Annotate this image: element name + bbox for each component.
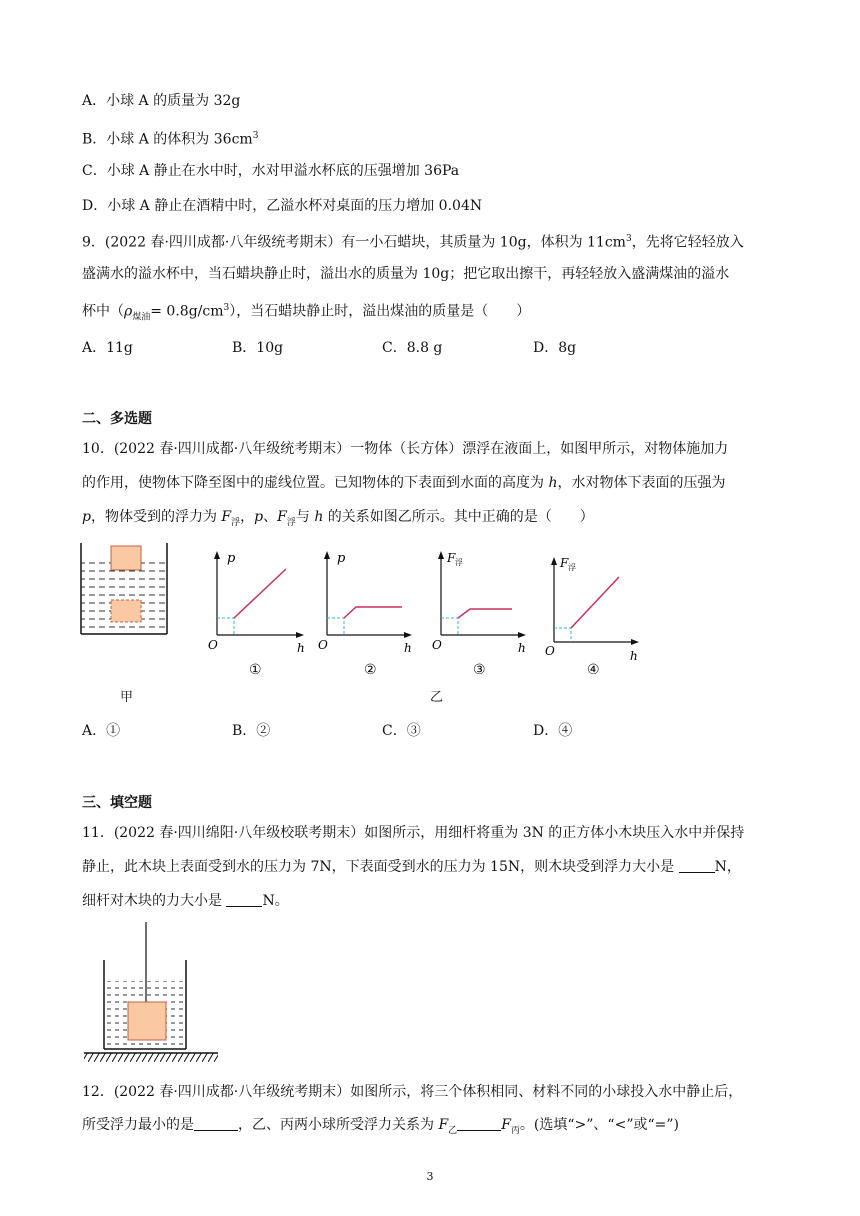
graph-label-4: ④ [587, 662, 600, 678]
rho-symbol: ρ [124, 303, 133, 320]
q12-line2-mid: ，乙、丙两小球所受浮力关系为 [238, 1117, 439, 1133]
ground-hatch [84, 1053, 218, 1062]
q11-line1: 11．(2022 春·四川绵阳·八年级校联考期末）如图所示，用细杆将重为 3N 的正方体小木块压入水中并保持 [82, 825, 745, 841]
q11-line3 [82, 892, 289, 910]
q11-line2 [82, 858, 741, 876]
rho-subscript: 煤油 [132, 312, 151, 323]
var-h-2: h [314, 509, 324, 525]
q10-line3-d: 与 [295, 509, 315, 525]
figure-q11-container [82, 922, 222, 1072]
q10-line3-a: ，物体受到的浮力为 [90, 509, 222, 525]
q12-blank-1[interactable] [194, 1116, 238, 1131]
q10-line3-b: ， [240, 509, 255, 525]
graph-4-axis-f: F [560, 556, 569, 570]
q9-option-c: C．8.8 g [382, 340, 443, 356]
graph-3-axis-f-sub: 浮 [455, 558, 463, 567]
rho-value: = 0.8g/cm [150, 303, 224, 320]
graph-3-origin: O [432, 638, 442, 652]
q12-line2 [82, 1116, 679, 1140]
q10-line3 [82, 508, 594, 532]
q8-option-b-text: B．小球 A 的体积为 36cm [82, 131, 253, 148]
graph-2 [318, 551, 412, 655]
q11-line3-post: N。 [262, 893, 289, 909]
q10-line3-e: 的关系如图乙所示。其中正确的是（ ） [323, 509, 594, 525]
q9-option-b: B．10g [232, 340, 284, 356]
q12-line1: 12．(2022 春·四川成都·八年级统考期末）如图所示，将三个体积相同、材料不同的小球投入水中静止后， [82, 1084, 743, 1100]
var-p: p [82, 509, 91, 525]
q9-line1-sup: 3 [625, 234, 632, 244]
figure-yi-graphs [200, 548, 660, 668]
section-multiple-choice: 二、多选题 [82, 411, 152, 427]
section-fill-blank: 三、填空题 [82, 795, 152, 811]
q10-line3-c: 、 [263, 509, 278, 525]
graph-3-axis-h: h [518, 641, 526, 655]
var-f-sub: 浮 [231, 517, 241, 528]
floating-block [111, 546, 141, 570]
graph-3-axis-f: F [447, 551, 456, 565]
graph-label-1: ① [249, 662, 262, 678]
q11-line2-post: N， [714, 859, 741, 875]
q11-line2-pre: 静止，此木块上表面受到水的压力为 7N，下表面受到水的压力为 15N，则木块受到浮力大小是 [82, 859, 679, 875]
graph-1-axis-p: p [227, 551, 236, 566]
q10-option-d: D．④ [533, 723, 573, 739]
rho-sup: 3 [223, 303, 230, 313]
q11-blank-1[interactable] [679, 858, 715, 873]
q12-var-f-2: F [501, 1117, 511, 1133]
q9-line3-post: ），当石蜡块静止时，溢出煤油的质量是（ ） [229, 303, 531, 320]
q9-line3-pre: 杯中（ [82, 303, 124, 320]
q10-option-c: C．③ [382, 723, 421, 739]
submerged-block-dashed [111, 600, 141, 622]
graph-4-origin: O [545, 644, 555, 658]
q8-option-b [82, 127, 258, 149]
graph-2-axis-p: p [337, 551, 346, 566]
graph-2-axis-h: h [404, 641, 412, 655]
var-f-sub-2: 浮 [286, 517, 296, 528]
q12-line2-post: 。(选填“>”、“<”或“=”) [519, 1117, 679, 1133]
q12-blank-2[interactable] [457, 1116, 501, 1131]
var-h: h [548, 475, 558, 491]
q10-line2-pre: 的作用，使物体下降至图中的虚线位置。已知物体的下表面到水面的高度为 [82, 475, 549, 491]
q9-line1-post: ，先将它轻轻放入 [631, 234, 744, 251]
var-f: F [221, 509, 232, 525]
q12-var-f-sub-yi: 乙 [448, 1125, 458, 1136]
q9-line3 [82, 299, 530, 326]
q9-line1 [82, 230, 744, 252]
q12-line2-pre: 所受浮力最小的是 [82, 1117, 194, 1133]
q9-option-a: A．11g [82, 340, 133, 356]
q8-option-a: A．小球 A 的质量为 32g [82, 93, 241, 109]
figure-jia-container [78, 543, 170, 637]
graph-1-axis-h: h [297, 641, 305, 655]
graph-1 [208, 551, 305, 655]
var-f-2: F [277, 509, 287, 525]
q10-line2-post: ，水对物体下表面的压强为 [557, 475, 726, 491]
graph-3 [432, 551, 526, 655]
graph-4-axis-h: h [630, 649, 638, 663]
q11-line3-pre: 细杆对木块的力大小是 [82, 893, 227, 909]
q10-option-a: A．① [82, 723, 121, 739]
graph-1-origin: O [208, 638, 218, 652]
graph-4-axis-f-sub: 浮 [568, 563, 576, 572]
q9-option-d: D．8g [533, 340, 577, 356]
q12-var-f: F [438, 1117, 449, 1133]
q11-blank-2[interactable] [226, 892, 262, 907]
graph-2-origin: O [318, 638, 328, 652]
wood-cube [128, 1002, 166, 1040]
q10-line2 [82, 474, 725, 492]
graph-label-2: ② [364, 662, 377, 678]
q10-line1: 10．(2022 春·四川成都·八年级统考期末）一物体（长方体）漂浮在液面上，如图甲所示，对物体施加力 [82, 441, 729, 457]
var-p-2: p [254, 509, 264, 525]
q8-option-c: C．小球 A 静止在水中时，水对甲溢水杯底的压强增加 36Pa [82, 163, 460, 179]
figure-label-yi: 乙 [430, 690, 444, 705]
graph-4 [545, 556, 639, 663]
q8-option-d: D．小球 A 静止在酒精中时，乙溢水杯对桌面的压力增加 0.04N [82, 198, 483, 214]
q10-option-b: B．② [232, 723, 271, 739]
q12-var-f-sub-bing: 丙 [510, 1125, 520, 1136]
q9-line1-text: 9．(2022 春·四川成都·八年级统考期末）有一小石蜡块，其质量为 10g，体积为 11cm [82, 234, 626, 251]
page-number: 3 [426, 1170, 434, 1183]
q8-option-b-sup: 3 [252, 131, 259, 141]
q9-line2: 盛满水的溢水杯中，当石蜡块静止时，溢出水的质量为 10g；把它取出擦干，再轻轻放入盛满煤油的溢水 [82, 266, 730, 282]
graph-label-3: ③ [473, 662, 486, 678]
figure-label-jia: 甲 [120, 690, 134, 705]
